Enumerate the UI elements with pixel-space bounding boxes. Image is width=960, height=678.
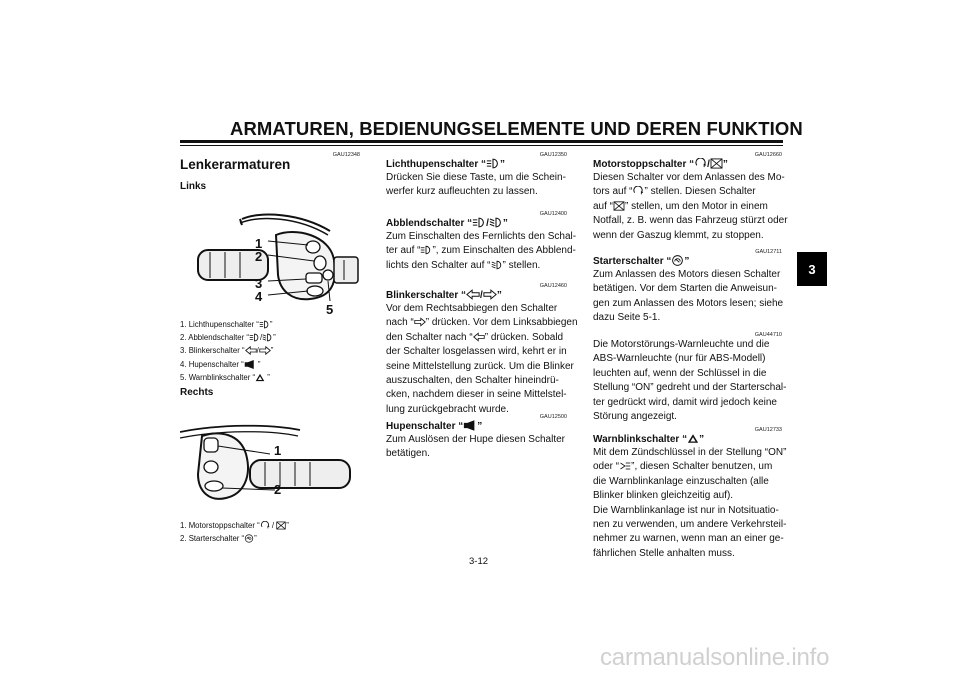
low-beam-icon [491,260,503,270]
engine-run-icon [260,521,270,530]
page-number: 3-12 [469,556,489,567]
section-heading: Warnblinkschalter “ ” [593,434,705,445]
left-heading: Links [180,181,207,192]
high-beam-icon [472,217,486,228]
callout-2: 2 [274,482,282,497]
high-beam-icon [420,245,432,255]
reference-code: GAU12733 [754,427,782,433]
flash-pass-icon [486,158,500,169]
page-title: ARMATUREN, BEDIENUNGSELEMENTE UND DEREN FUNKTION [230,118,803,139]
turn-left-icon [466,289,480,300]
section-body: Diesen Schalter vor dem Anlassen des Mo- tors auf “ ” stellen. Diesen Schalter auf “ ” stellen, um den Motor in einem Notfall, z. B. wenn das Fahrzeug stürzt oder wenn der Gaszug klemmt, zu stoppen. [593,172,788,241]
horn-icon [463,420,477,431]
right-handlebar-illustration [180,418,360,506]
turn-left-icon [245,346,257,355]
header-rule-thin [180,145,783,146]
callout-1: 1 [274,443,282,458]
reference-code: GAU12660 [754,152,782,158]
hazard-icon [687,433,699,444]
callout-1: 1 [255,236,263,251]
section-heading: Motorstoppschalter “ / ” [593,159,728,170]
low-beam-icon [489,217,503,228]
caption-item: 2. Abblendschalter “ / ” [180,333,276,343]
section-body: Drücken Sie diese Taste, um die Schein- werfer kurz aufleuchten zu lassen. [386,172,566,198]
caption-item: 1. Lichthupenschalter “ ” [180,320,273,329]
turn-right-icon [483,289,497,300]
starter-icon [671,255,684,266]
caption-item: 3. Blinkerschalter “ / ” [180,346,274,356]
section-body: Vor dem Rechtsabbiegen den Schalter nach “ ” drücken. Vor dem Linksabbiegen den Schalter nach “ ” drücken. Sobald der Schalter losgelassen wird, kehrt er in seine Mittelstellung zurück. Um die Blinker auszuschalten, den Schalter hineindrü- cken, nachdem dieser in seine Mittelstel- lung zurückgebracht wurde. [386,303,578,415]
turn-right-icon [414,317,426,327]
reference-code: GAU44710 [754,332,782,338]
reference-code: GAU12500 [539,414,567,420]
left-captions [180,318,276,384]
horn-icon [244,360,256,369]
parking-icon [619,461,631,471]
watermark: carmanualsonline.info [600,644,830,671]
section-title: Lenkerarmaturen [180,157,291,172]
caption-item: 1. Motorstoppschalter “ / ” [180,521,289,530]
engine-run-icon [694,158,707,169]
section-heading: Blinkerschalter “ / ” [386,290,502,301]
reference-code: GAU12348 [332,152,360,158]
right-captions [180,519,289,545]
section-body: Zum Auslösen der Hupe diesen Schalter betätigen. [386,434,565,460]
section-heading: Starterschalter “ ” [593,256,690,267]
engine-stop-icon [710,158,723,169]
right-heading: Rechts [180,387,214,398]
header-rule [180,140,783,143]
section-body: Zum Anlassen des Motors diesen Schalter betätigen. Vor dem Starten die Anweisun- gen zum Anlassen des Motors lesen; siehe dazu Seite 5-1. [593,269,784,324]
engine-stop-icon [613,201,625,211]
section-heading: Lichthupenschalter “ ” [386,159,506,170]
caption-item: 4. Hupenschalter “ ” [180,359,261,369]
caption-item: 5. Warnblinkschalter “ ” [180,372,270,382]
chapter-tab: 3 [797,252,827,286]
reference-code: GAU12711 [755,249,782,255]
section-body: Die Motorstörungs-Warnleuchte und die ABS-Warnleuchte (nur für ABS-Modell) leuchten auf, wenn der Schlüssel in die Stellung “ON” gedreht und der Starterschal- ter gedrückt wird, damit wird jedoch keine Störung angezeigt. [593,339,787,423]
callout-5: 5 [326,302,334,317]
high-beam-icon [249,333,260,342]
caption-item: 2. Starterschalter “ ” [180,534,257,544]
section-heading: Hupenschalter “ ” [386,421,483,432]
callout-2: 2 [255,249,263,264]
turn-left-icon [473,332,485,342]
reference-code: GAU12400 [539,211,567,217]
flash-pass-icon [259,320,270,329]
section-heading: Abblendschalter “ / ” [386,218,508,229]
callout-4: 4 [255,289,263,304]
engine-stop-icon [276,521,286,530]
section-body: Zum Einschalten des Fernlichts den Schal- ter auf “ ”, zum Einschalten des Abblend- lichts den Schalter auf “ ” stellen. [386,231,577,271]
hazard-icon [255,373,265,382]
starter-icon [244,534,254,543]
turn-right-icon [259,346,271,355]
reference-code: GAU12350 [539,152,567,158]
section-body: Mit dem Zündschlüssel in der Stellung “ON” oder “ ”, diesen Schalter benutzen, um die Warnblinkanlage einzuschalten (alle Blinker blinken gleichzeitig auf). Die Warnblinkanlage ist nur in Notsituatio- nen zu verwenden, um andere Verkehrsteil- nehmer zu warnen, wenn man an einer ge- fährlichen Stelle anhalten muss. [593,447,787,559]
callout-3: 3 [255,276,263,291]
reference-code: GAU12460 [539,283,567,289]
low-beam-icon [262,333,273,342]
engine-run-icon [632,186,644,196]
